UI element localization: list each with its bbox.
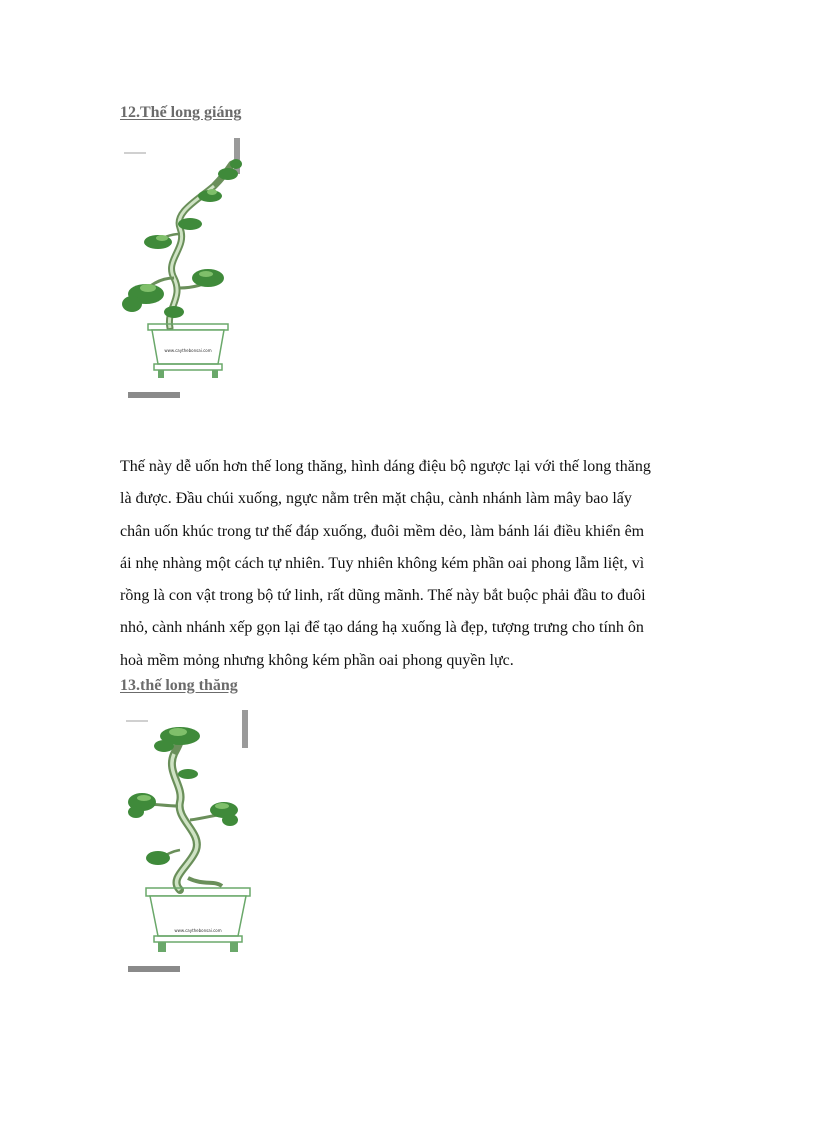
bonsai-long-thang-image <box>118 710 258 980</box>
figure-2-caption: www.caythebonsai.com <box>174 928 222 933</box>
paragraph-line: là được. Đầu chúi xuống, ngực nằm trên mặt chậu, cành nhánh làm mây bao lấy <box>120 490 632 508</box>
figure-1-caption: www.caythebonsai.com <box>164 348 212 353</box>
section-12-heading: 12.Thế long giáng <box>120 104 242 121</box>
section-12-paragraph <box>120 451 710 677</box>
paragraph-line: ái nhẹ nhàng một cách tự nhiên. Tuy nhiên không kém phần oai phong lẫm liệt, vì <box>120 554 645 572</box>
paragraph-line: nhỏ, cành nhánh xếp gọn lại để tạo dáng hạ xuống là đẹp, tượng trưng cho tính ôn <box>120 619 644 637</box>
paragraph-line: Thế này dễ uốn hơn thế long thăng, hình dáng điệu bộ ngược lại với thế long thăng <box>120 458 651 475</box>
paragraph-line: rồng là con vật trong bộ tứ linh, rất dũng mãnh. Thế này bắt buộc phải đầu to đuôi <box>120 587 646 605</box>
section-13-heading: 13.thế long thăng <box>120 677 238 694</box>
bonsai-long-giang-image <box>118 138 248 406</box>
paragraph-line: hoà mềm mỏng nhưng không kém phần oai phong quyền lực. <box>120 651 514 669</box>
paragraph-line: chân uốn khúc trong tư thế đáp xuống, đuôi mềm dẻo, làm bánh lái điều khiển êm <box>120 522 645 540</box>
